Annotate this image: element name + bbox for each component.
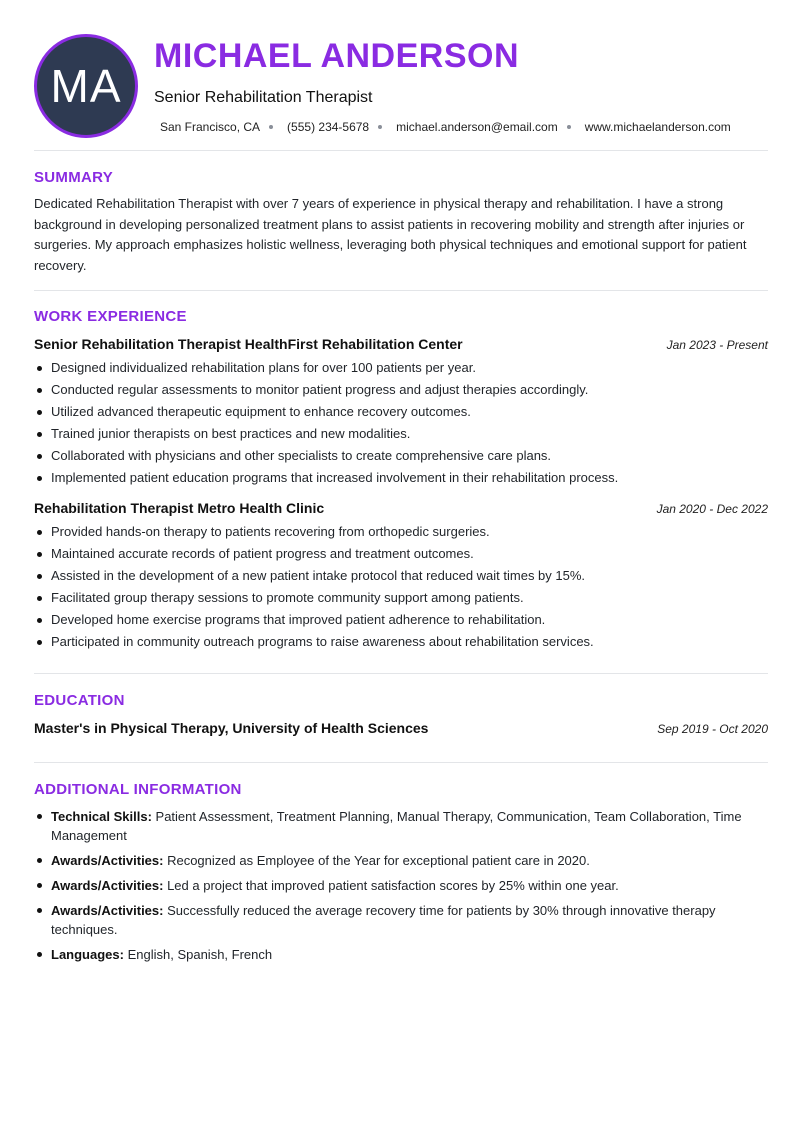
contact-row: [160, 120, 731, 134]
item-text: Led a project that improved patient satisfaction scores by 25% within one year.: [163, 878, 619, 893]
summary-section: [34, 169, 768, 276]
divider: [34, 673, 768, 674]
list-item: Assisted in the development of a new patient intake protocol that reduced wait times by 15%.: [34, 565, 768, 587]
divider: [34, 762, 768, 763]
job-entry: [34, 500, 768, 653]
divider: [34, 290, 768, 291]
degree: Master's in Physical Therapy, University of Health Sciences: [34, 720, 429, 736]
list-item: Collaborated with physicians and other specialists to create comprehensive care plans.: [34, 445, 768, 467]
list-item: Utilized advanced therapeutic equipment to enhance recovery outcomes.: [34, 401, 768, 423]
separator-dot: [378, 125, 382, 129]
resume-header: [34, 34, 768, 150]
job-date: Jan 2020 - Dec 2022: [656, 502, 768, 516]
section-heading: ADDITIONAL INFORMATION: [34, 781, 242, 798]
additional-section: [34, 781, 768, 964]
item-label: Technical Skills:: [51, 809, 152, 824]
education-section: [34, 692, 768, 736]
education-date: Sep 2019 - Oct 2020: [657, 722, 768, 736]
section-heading: EDUCATION: [34, 692, 125, 709]
list-item: [34, 807, 768, 845]
item-text: Recognized as Employee of the Year for exceptional patient care in 2020.: [163, 853, 590, 868]
list-item: Maintained accurate records of patient progress and treatment outcomes.: [34, 543, 768, 565]
contact-email[interactable]: michael.anderson@email.com: [396, 120, 558, 134]
separator-dot: [567, 125, 571, 129]
job-bullets: [34, 521, 768, 653]
contact-website[interactable]: www.michaelanderson.com: [584, 120, 731, 134]
item-label: Awards/Activities:: [51, 853, 164, 868]
section-heading: WORK EXPERIENCE: [34, 308, 187, 325]
avatar: [34, 34, 138, 138]
job-title: Rehabilitation Therapist Metro Health Clinic: [34, 500, 325, 516]
list-item: Conducted regular assessments to monitor patient progress and adjust therapies accordingly.: [34, 379, 768, 401]
candidate-name: MICHAEL ANDERSON: [154, 37, 520, 75]
divider: [34, 150, 768, 151]
job-header: [34, 500, 768, 516]
contact-location: San Francisco, CA: [160, 120, 261, 134]
list-item: [34, 851, 768, 870]
job-entry: [34, 336, 768, 489]
list-item: [34, 876, 768, 895]
list-item: Participated in community outreach programs to raise awareness about rehabilitation services.: [34, 631, 768, 653]
job-header: [34, 336, 768, 352]
summary-text: Dedicated Rehabilitation Therapist with over 7 years of experience in physical therapy and rehabilitation. I have a strong background in developing personalized treatment plans to assist patients in recovering mobility and strength after injuries or surgeries. My approach emphasizes holistic wellness, leveraging both physical techniques and emotional support for patient recovery.: [34, 196, 747, 273]
list-item: Designed individualized rehabilitation plans for over 100 patients per year.: [34, 357, 768, 379]
list-item: Implemented patient education programs that increased involvement in their rehabilitation process.: [34, 467, 768, 489]
job-date: Jan 2023 - Present: [666, 338, 768, 352]
contact-phone: (555) 234-5678: [287, 120, 370, 134]
job-title: Senior Rehabilitation Therapist HealthFirst Rehabilitation Center: [34, 336, 463, 352]
experience-section: [34, 308, 768, 653]
list-item: Provided hands-on therapy to patients recovering from orthopedic surgeries.: [34, 521, 768, 543]
candidate-title: Senior Rehabilitation Therapist: [154, 89, 373, 106]
job-bullets: [34, 357, 768, 489]
resume: [34, 34, 768, 970]
list-item: Facilitated group therapy sessions to promote community support among patients.: [34, 587, 768, 609]
item-text: English, Spanish, French: [123, 947, 273, 962]
list-item: Trained junior therapists on best practices and new modalities.: [34, 423, 768, 445]
list-item: Developed home exercise programs that improved patient adherence to rehabilitation.: [34, 609, 768, 631]
item-text: Successfully reduced the average recovery time for patients by 30% through innovative therapy techniques.: [51, 903, 716, 937]
avatar-initials: MA: [50, 60, 122, 112]
additional-list: [34, 807, 768, 964]
separator-dot: [269, 125, 273, 129]
item-label: Languages:: [51, 947, 124, 962]
item-text: Patient Assessment, Treatment Planning, Manual Therapy, Communication, Team Collaboration, Time Management: [51, 809, 742, 843]
section-heading: SUMMARY: [34, 169, 114, 186]
item-label: Awards/Activities:: [51, 878, 164, 893]
item-label: Awards/Activities:: [51, 903, 164, 918]
education-entry: [34, 720, 768, 736]
list-item: [34, 901, 768, 939]
list-item: [34, 945, 768, 964]
